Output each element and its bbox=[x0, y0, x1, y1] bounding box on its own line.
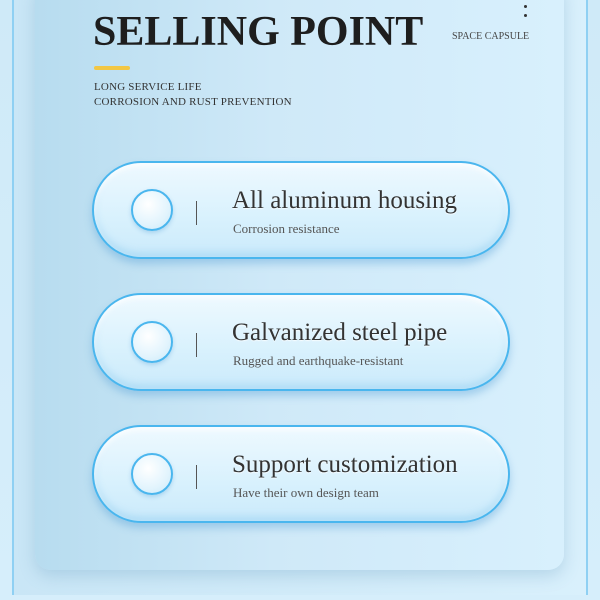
selling-point-subtitle: Rugged and earthquake-resistant bbox=[233, 353, 404, 368]
feature-line-1: LONG SERVICE LIFE bbox=[94, 81, 202, 93]
selling-point-card-aluminum[interactable] bbox=[92, 161, 510, 259]
selling-point-subtitle: Have their own design team bbox=[233, 485, 379, 500]
more-options-icon[interactable] bbox=[523, 0, 529, 20]
selling-point-title: Support customization bbox=[232, 451, 458, 478]
circle-icon bbox=[131, 321, 173, 363]
divider bbox=[196, 201, 197, 225]
selling-point-title: Galvanized steel pipe bbox=[232, 319, 448, 346]
selling-point-title: All aluminum housing bbox=[232, 187, 457, 214]
page-title: SELLING POINT bbox=[93, 9, 424, 55]
brand-tag: SPACE CAPSULE bbox=[452, 31, 530, 42]
feature-line-2: CORROSION AND RUST PREVENTION bbox=[94, 96, 292, 108]
divider bbox=[196, 333, 197, 357]
selling-point-subtitle: Corrosion resistance bbox=[233, 221, 340, 236]
divider bbox=[196, 465, 197, 489]
selling-point-card-customization[interactable] bbox=[92, 425, 510, 523]
circle-icon bbox=[131, 189, 173, 231]
circle-icon bbox=[131, 453, 173, 495]
accent-bar bbox=[94, 66, 130, 70]
selling-point-card-steel-pipe[interactable] bbox=[92, 293, 510, 391]
